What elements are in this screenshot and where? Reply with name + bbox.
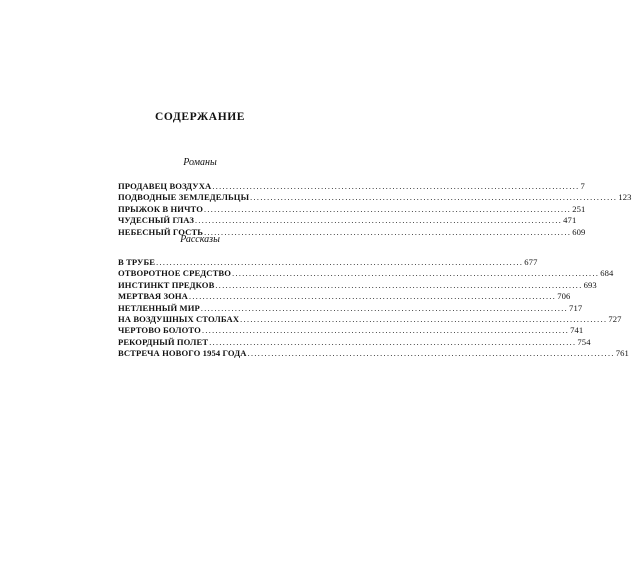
toc-entry: [118, 348, 629, 359]
toc-entry: [118, 313, 622, 325]
toc-entry: [118, 203, 586, 215]
dot-leader: ............................................................................................................: [203, 204, 572, 214]
dot-leader: ............................................................................................................: [247, 349, 615, 359]
toc-entry-title: ИНСТИНКТ ПРЕДКОВ: [118, 279, 215, 290]
section-heading-stories: Рассказы: [180, 234, 220, 245]
toc-entry-page: 609: [572, 226, 586, 237]
toc-list-stories: [118, 257, 629, 360]
toc-entry-title: РЕКОРДНЫЙ ПОЛЕТ: [118, 336, 209, 347]
toc-list-novels: [118, 181, 632, 238]
toc-entry-page: 761: [615, 348, 629, 359]
dot-leader: ............................................................................................................: [250, 193, 618, 203]
toc-entry-page: 7: [580, 181, 585, 191]
toc-entry-page: 693: [583, 279, 597, 290]
dot-leader: ............................................................................................................: [209, 337, 577, 347]
dot-leader: ............................................................................................................: [232, 269, 600, 279]
toc-entry-page: 684: [600, 268, 614, 279]
toc-entry: [118, 336, 591, 348]
toc-entry-title: НЕБЕСНЫЙ ГОСТЬ: [118, 226, 204, 237]
toc-entry-title: ЧУДЕСНЫЙ ГЛАЗ: [118, 215, 194, 226]
toc-entry-title: ПРЫЖОК В НИЧТО: [118, 203, 203, 214]
toc-entry: [118, 181, 585, 192]
toc-entry: [118, 192, 632, 203]
toc-entry-page: 754: [577, 336, 591, 347]
dot-leader: ............................................................................................................: [201, 326, 570, 336]
dot-leader: ............................................................................................................: [240, 314, 608, 324]
toc-entry: [118, 302, 583, 314]
toc-entry-page: 251: [572, 203, 586, 214]
dot-leader: ............................................................................................................: [189, 292, 557, 302]
dot-leader: ............................................................................................................: [194, 216, 563, 226]
toc-entry: [118, 268, 614, 279]
dot-leader: ............................................................................................................: [200, 303, 569, 313]
toc-entry: [118, 325, 584, 336]
page-title: СОДЕРЖАНИЕ: [154, 111, 246, 123]
toc-entry-page: 471: [563, 215, 577, 226]
toc-entry-page: 677: [524, 257, 538, 267]
toc-entry-title: НА ВОЗДУШНЫХ СТОЛБАХ: [118, 313, 240, 324]
toc-entry-title: ВСТРЕЧА НОВОГО 1954 ГОДА: [118, 348, 247, 359]
toc-entry-page: 717: [569, 302, 583, 313]
toc-entry-title: МЕРТВАЯ ЗОНА: [118, 291, 188, 302]
toc-entry-title: ПОДВОДНЫЕ ЗЕМЛЕДЕЛЬЦЫ: [118, 192, 250, 203]
toc-entry-page: 741: [570, 325, 584, 336]
toc-entry-title: НЕТЛЕННЫЙ МИР: [118, 302, 200, 313]
dot-leader: ............................................................................................................: [156, 258, 524, 267]
dot-leader: ............................................................................................................: [212, 182, 580, 191]
toc-entry-title: ПРОДАВЕЦ ВОЗДУХА: [118, 181, 212, 191]
toc-entry-page: 706: [557, 291, 571, 302]
dot-leader: ............................................................................................................: [215, 280, 583, 290]
toc-entry-title: В ТРУБЕ: [118, 257, 156, 267]
toc-entry: [118, 257, 538, 268]
dot-leader: ............................................................................................................: [204, 227, 572, 237]
toc-entry: [118, 291, 571, 302]
toc-entry-page: 727: [608, 313, 622, 324]
section-heading-novels: Романы: [183, 157, 217, 168]
toc-entry-page: 123: [618, 192, 632, 203]
toc-entry-title: ЧЕРТОВО БОЛОТО: [118, 325, 201, 336]
toc-entry: [118, 215, 577, 226]
toc-entry-title: ОТВОРОТНОЕ СРЕДСТВО: [118, 268, 232, 279]
toc-entry: [118, 279, 597, 291]
